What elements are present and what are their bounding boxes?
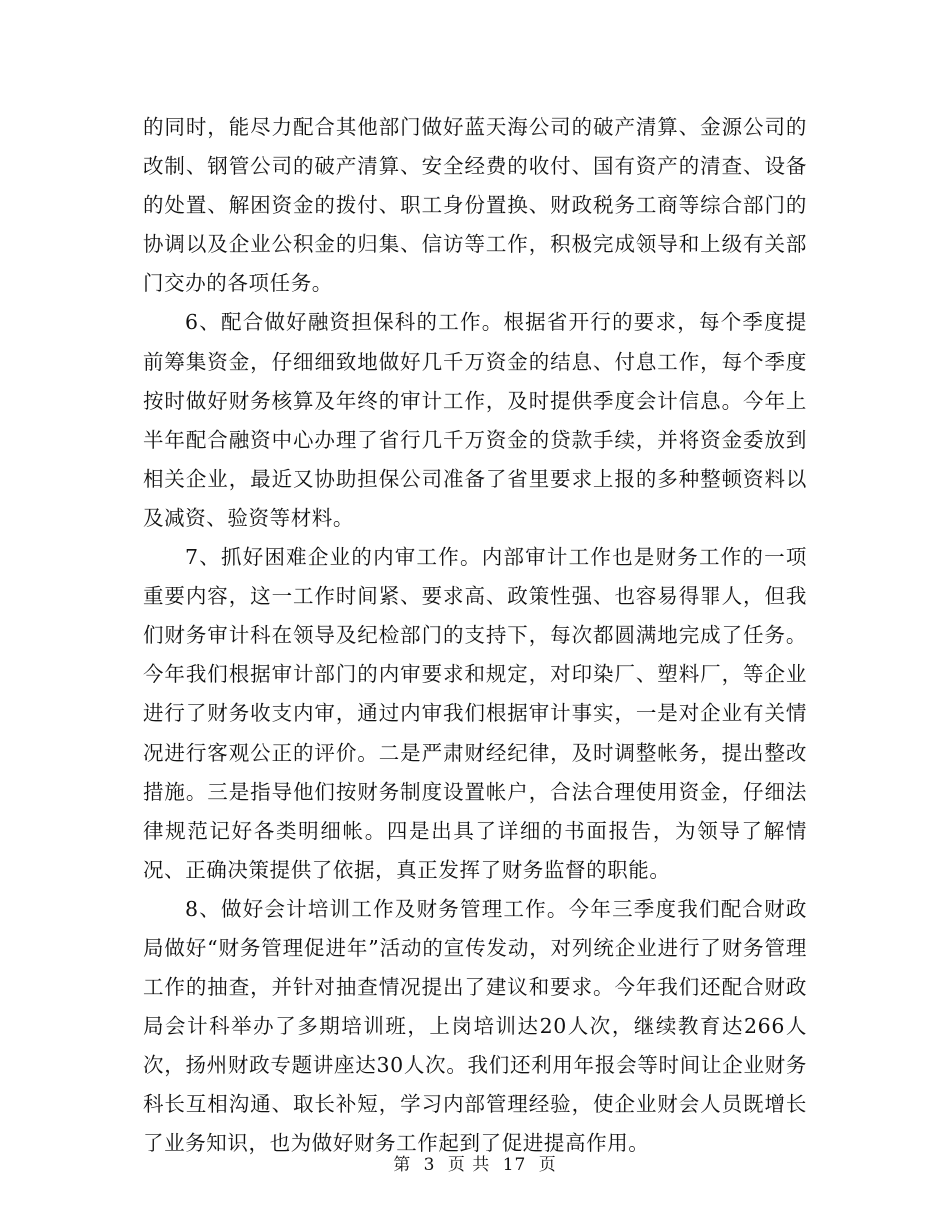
footer-prefix: 第	[393, 1155, 412, 1175]
page-footer	[0, 1150, 950, 1175]
footer-suffix: 页	[538, 1155, 557, 1175]
paragraph-item-7: 7、抓好困难企业的内审工作。内部审计工作也是财务工作的一项重要内容，这一工作时间紧、要求高、政策性强、也容易得罪人，但我们财务审计科在领导及纪检部门的支持下，每次都圆满地完成了任务。今年我们根据审计部门的内审要求和规定，对印染厂、塑料厂，等企业进行了财务收支内审，通过内审我们根据审计事实，一是对企业有关情况进行客观公正的评价。二是严肃财经纪律，及时调整帐务，提出整改措施。三是指导他们按财务制度设置帐户，合法合理使用资金，仔细法律规范记好各类明细帐。四是出具了详细的书面报告，为领导了解情况、正确决策提供了依据，真正发挥了财务监督的职能。	[143, 545, 807, 882]
footer-middle: 页 共	[447, 1155, 491, 1175]
footer-page-number: 3	[423, 1155, 436, 1175]
document-body	[143, 108, 807, 1164]
paragraph-continuation: 的同时，能尽力配合其他部门做好蓝天海公司的破产清算、金源公司的改制、钢管公司的破产清算、安全经费的收付、国有资产的清查、设备的处置、解困资金的拨付、职工身份置换、财政税务工商等综合部门的协调以及企业公积金的归集、信访等工作，积极完成领导和上级有关部门交办的各项任务。	[143, 115, 807, 296]
footer-total-pages: 17	[502, 1155, 527, 1175]
paragraph-item-8: 8、做好会计培训工作及财务管理工作。今年三季度我们配合财政局做好“财务管理促进年”活动的宣传发动，对列统企业进行了财务管理工作的抽查，并针对抽查情况提出了建议和要求。今年我们还配合财政局会计科举办了多期培训班，上岗培训达20人次，继续教育达266人次，扬州财政专题讲座达30人次。我们还利用年报会等时间让企业财务科长互相沟通、取长补短，学习内部管理经验，使企业财会人员既增长了业务知识，也为做好财务工作起到了促进提高作用。	[143, 896, 807, 1156]
paragraph-item-6: 6、配合做好融资担保科的工作。根据省开行的要求，每个季度提前筹集资金，仔细细致地做好几千万资金的结息、付息工作，每个季度按时做好财务核算及年终的审计工作，及时提供季度会计信息。今年上半年配合融资中心办理了省行几千万资金的贷款手续，并将资金委放到相关企业，最近又协助担保公司准备了省里要求上报的多种整顿资料以及减资、验资等材料。	[143, 310, 807, 530]
